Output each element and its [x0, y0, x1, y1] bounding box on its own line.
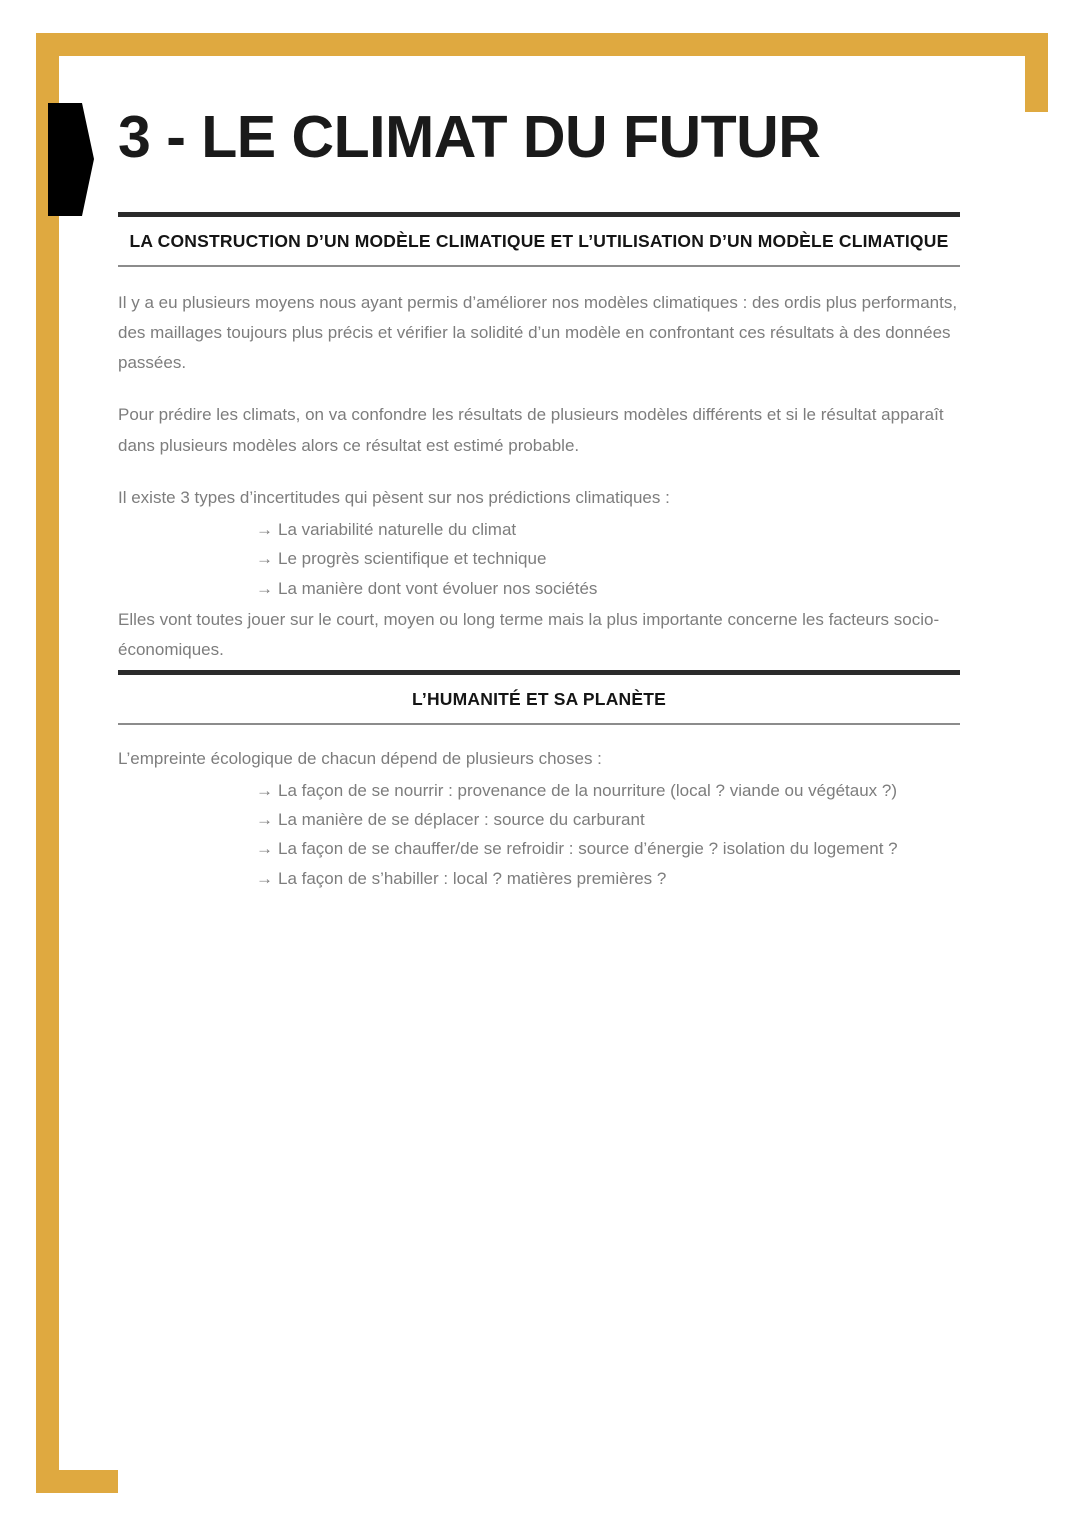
list-lead: L’empreinte écologique de chacun dépend de plusieurs choses :	[118, 748, 602, 768]
paragraph: Pour prédire les climats, on va confondre les résultats de plusieurs modèles différents et si le résultat apparaît dans plusieurs modèles alors ce résultat est estimé probable.	[118, 405, 944, 455]
list-item	[256, 544, 960, 573]
list-item	[256, 515, 960, 544]
list-item-label: La manière de se déplacer : source du carburant	[278, 810, 645, 830]
list-item-label: La façon de se nourrir : provenance de la nourriture (local ? viande ou végétaux ?)	[278, 780, 897, 800]
arrow-right-icon: →	[256, 839, 273, 859]
arrow-list	[118, 776, 960, 893]
list-item-label: La manière dont vont évoluer nos sociétés	[278, 578, 598, 598]
list-item	[256, 834, 960, 863]
arrow-list	[118, 515, 960, 603]
arrow-right-icon: →	[256, 868, 273, 888]
list-lead: Il existe 3 types d’incertitudes qui pèsent sur nos prédictions climatiques :	[118, 487, 670, 507]
closing-paragraph: Elles vont toutes jouer sur le court, moyen ou long terme mais la plus importante concerne les facteurs socio-économiques.	[118, 609, 940, 660]
section-construction-modele	[118, 212, 960, 665]
section-humanite-planete	[118, 670, 960, 893]
section-title: LA CONSTRUCTION D’UN MODÈLE CLIMATIQUE ET L’UTILISATION D’UN MODÈLE CLIMATIQUE	[129, 231, 949, 251]
arrow-right-icon: →	[256, 780, 273, 800]
arrow-right-icon: →	[256, 520, 273, 540]
page-title: 3 - LE CLIMAT DU FUTUR	[118, 104, 821, 170]
list-item-label: La variabilité naturelle du climat	[278, 520, 517, 540]
paragraph: Il y a eu plusieurs moyens nous ayant permis d’améliorer nos modèles climatiques : des ordis plus performants, des maillages toujours plus précis et vérifier la solidité d’un modèle en confrontant ces résultats à des données passées.	[118, 292, 958, 373]
list-item	[256, 864, 960, 893]
list-item	[256, 776, 960, 805]
list-item-label: La façon de s’habiller : local ? matières premières ?	[278, 868, 667, 888]
section-title: L’HUMANITÉ ET SA PLANÈTE	[411, 689, 667, 709]
arrow-right-icon: →	[256, 810, 273, 830]
arrow-right-icon: →	[256, 578, 273, 598]
section-heading-block	[118, 212, 960, 267]
pentagon-arrow-icon	[48, 103, 94, 216]
arrow-right-icon: →	[256, 549, 273, 569]
list-item-label: La façon de se chauffer/de se refroidir : source d’énergie ? isolation du logement ?	[278, 839, 898, 859]
list-item	[256, 574, 960, 603]
list-item	[256, 805, 960, 834]
list-item-label: Le progrès scientifique et technique	[278, 549, 547, 569]
section-heading-block	[118, 670, 960, 725]
